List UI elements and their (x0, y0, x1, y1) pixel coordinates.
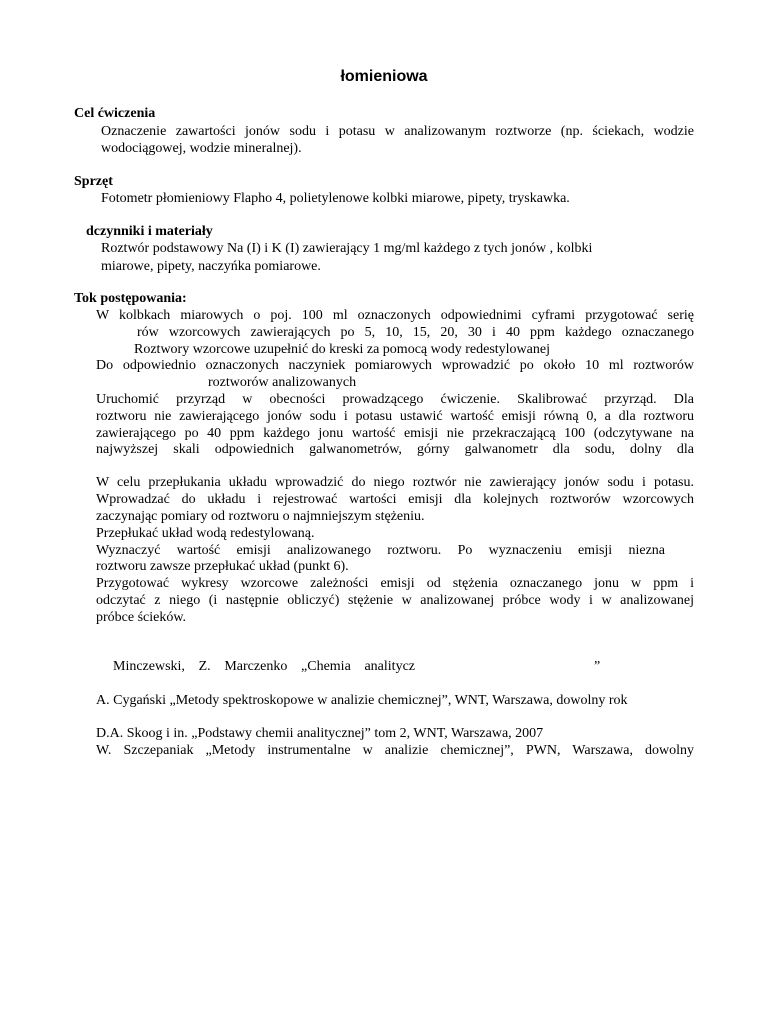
reference-2: A. Cygański „Metody spektroskopowe w analizie chemicznej”, WNT, Warszawa, dowolny rok (96, 693, 628, 708)
tok-line-17: odczytać z niego (i następnie obliczyć) stężenie w analizowanej próbce wody i w analizowanej (96, 593, 694, 608)
tok-line-14: Wyznaczyć wartość emisji analizowanego roztworu. Po wyznaczeniu emisji niezna (96, 543, 665, 558)
reference-1-tail: ” (594, 659, 601, 674)
tok-line-6: Uruchomić przyrząd w obecności prowadzącego ćwiczenie. Skalibrować przyrząd. Dla (96, 392, 694, 407)
tok-line-11: Wprowadzać do układu i rejestrować wartości emisji dla kolejnych roztworów wzorcowych (96, 492, 694, 507)
heading-cel: Cel ćwiczenia (74, 106, 156, 121)
sprzet-line-1: Fotometr płomieniowy Flapho 4, polietylenowe kolbki miarowe, pipety, tryskawka. (101, 191, 570, 206)
tok-line-15: roztworu zawsze przepłukać układ (punkt 6). (96, 559, 349, 574)
tok-line-16: Przygotować wykresy wzorcowe zależności emisji od stężenia oznaczanego jonu w ppm i (96, 576, 694, 591)
tok-line-9: najwyższej skali odpowiednich galwanometrów, górny galwanometr dla sodu, dolny dla (96, 442, 694, 457)
odczynniki-line-1: Roztwór podstawowy Na (I) i K (I) zawierający 1 mg/ml każdego z tych jonów , kolbki (101, 241, 593, 256)
heading-tok: Tok postępowania: (74, 291, 187, 306)
odczynniki-line-2: miarowe, pipety, naczyńka pomiarowe. (101, 259, 321, 274)
tok-line-3: Roztwory wzorcowe uzupełnić do kreski za pomocą wody redestylowanej (134, 342, 550, 357)
tok-line-5: roztworów analizowanych (208, 375, 357, 390)
tok-line-12: zaczynając pomiary od roztworu o najmniejszym stężeniu. (96, 509, 425, 524)
heading-odczynniki: dczynniki i materiały (86, 224, 213, 239)
heading-sprzet: Sprzęt (74, 174, 113, 189)
cel-line-1: Oznaczenie zawartości jonów sodu i potasu w analizowanym roztworze (np. ściekach, wodzie (101, 124, 694, 139)
cel-line-2: wodociągowej, wodzie mineralnej). (101, 141, 302, 156)
reference-4: W. Szczepaniak „Metody instrumentalne w analizie chemicznej”, PWN, Warszawa, dowolny (96, 743, 694, 758)
tok-line-4: Do odpowiednio oznaczonych naczyniek pomiarowych wprowadzić po około 10 ml roztworów (96, 358, 694, 373)
tok-line-10: W celu przepłukania układu wprowadzić do niego roztwór nie zawierający jonów sodu i potasu. (96, 475, 694, 490)
reference-1: Minczewski, Z. Marczenko „Chemia analitycz (113, 659, 415, 674)
tok-line-2: rów wzorcowych zawierających po 5, 10, 15, 20, 30 i 40 ppm każdego oznaczanego (137, 325, 694, 340)
tok-line-1: W kolbkach miarowych o poj. 100 ml oznaczonych odpowiednimi cyframi przygotować serię (96, 308, 694, 323)
tok-line-7: roztworu nie zawierającego jonów sodu i potasu ustawić wartość emisji równą 0, a dla roztworu (96, 409, 694, 424)
tok-line-8: zawierającego po 40 ppm każdego jonu wartość emisji nie przekraczającą 100 (odczytywane na (96, 426, 694, 441)
tok-line-18: próbce ścieków. (96, 610, 187, 625)
tok-line-13: Przepłukać układ wodą redestylowaną. (96, 526, 315, 541)
reference-3: D.A. Skoog i in. „Podstawy chemii analitycznej” tom 2, WNT, Warszawa, 2007 (96, 726, 544, 741)
page-title: łomieniowa (340, 68, 428, 85)
